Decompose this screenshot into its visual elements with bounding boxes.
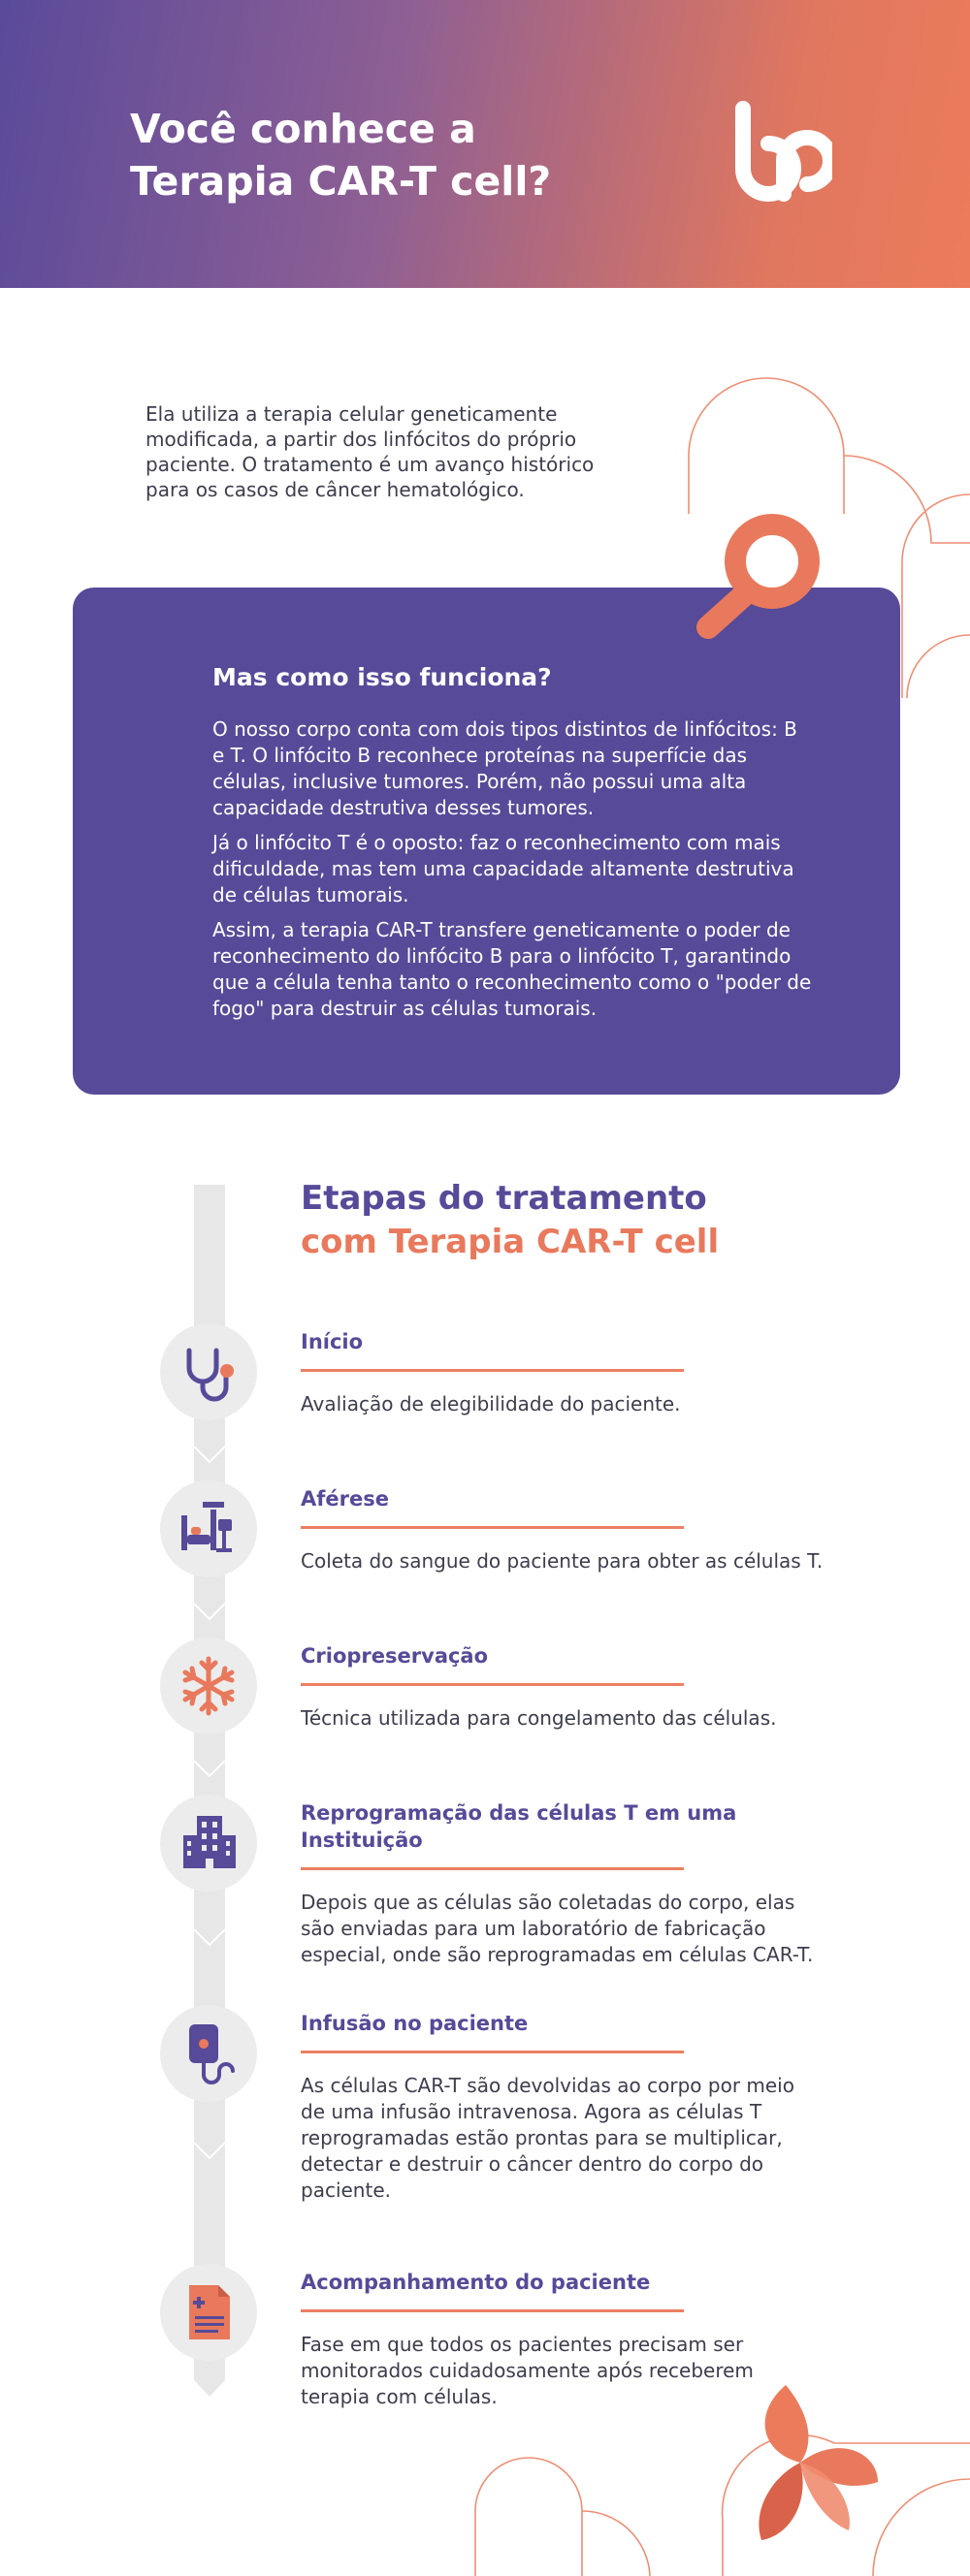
step-title: Reprogramação das células T em uma Instituição <box>301 1801 737 1852</box>
step-description: As células CAR-T são devolvidas ao corpo por meio de uma infusão intravenosa. Agora as células T reprogramadas estão prontas para se multiplicar, detectar e destruir o câncer dentro do corpo do paciente. <box>301 2074 794 2202</box>
step-title: Início <box>301 1330 364 1353</box>
how-it-works-paragraph: O nosso corpo conta com dois tipos distintos de linfócitos: B e T. O linfócito B reconhece proteínas na superfície das células, inclusive tumores. Porém, não possui uma alta capacidade destrutiva desses tumores. <box>212 717 797 819</box>
page-title-line1: Você conhece a <box>130 106 476 152</box>
step-divider <box>301 1867 684 1870</box>
magnifier-icon <box>679 511 834 647</box>
step-aferese <box>301 1485 824 1574</box>
decorative-petals-icon <box>732 2375 888 2550</box>
intro-text: Ela utiliza a terapia celular geneticamente modificada, a partir dos linfócitos do próprio paciente. O tratamento é um avanço histórico para os casos de câncer hematológico. <box>146 402 595 501</box>
step-title: Aférese <box>301 1487 389 1511</box>
step-icon-circle <box>160 2264 257 2361</box>
step-divider <box>301 2309 684 2312</box>
stethoscope-icon <box>160 1323 257 1420</box>
step-infusao <box>301 2010 824 2204</box>
step-description: Depois que as células são coletadas do corpo, elas são enviadas para um laboratório de fabricação especial, onde são reprogramadas em células CAR-T. <box>301 1891 814 1966</box>
how-it-works-card <box>73 588 900 1095</box>
how-it-works-paragraph: Assim, a terapia CAR-T transfere geneticamente o poder de reconhecimento do linfócito B para o linfócito T, garantindo que a célula tenha tanto o reconhecimento como o "poder de fogo" para destruir as células tumorais. <box>212 918 812 1020</box>
step-description: Técnica utilizada para congelamento das células. <box>301 1706 777 1730</box>
step-reprogramacao <box>301 1799 824 1968</box>
step-divider <box>301 1683 684 1686</box>
steps-section-title <box>301 1177 719 1264</box>
steps-title-line1: Etapas do tratamento <box>301 1179 707 1218</box>
building-icon <box>160 1795 257 1892</box>
how-it-works-title: Mas como isso funciona? <box>212 663 552 691</box>
step-icon-circle <box>160 1638 257 1734</box>
page-title-line2: Terapia CAR-T cell? <box>130 158 552 205</box>
step-divider <box>301 2051 684 2053</box>
step-icon-circle <box>160 2005 257 2102</box>
step-icon-circle <box>160 1795 257 1892</box>
steps-title-line2: com Terapia CAR-T cell <box>301 1223 720 1261</box>
iv-bag-icon <box>160 2005 257 2102</box>
apheresis-machine-icon <box>160 1480 257 1577</box>
how-it-works-body <box>212 716 814 1031</box>
step-title: Acompanhamento do paciente <box>301 2271 651 2294</box>
how-it-works-paragraph: Já o linfócito T é o oposto: faz o reconhecimento com mais dificuldade, mas tem uma capacidade altamente destrutiva de células tumorais. <box>212 831 794 906</box>
medical-report-icon <box>160 2264 257 2361</box>
step-description: Coleta do sangue do paciente para obter as células T. <box>301 1549 824 1573</box>
step-divider <box>301 1526 684 1529</box>
step-description: Fase em que todos os pacientes precisam ser monitorados cuidadosamente após receberem terapia com células. <box>301 2333 754 2408</box>
step-icon-circle <box>160 1323 257 1420</box>
step-inicio <box>301 1328 824 1417</box>
step-icon-circle <box>160 1480 257 1577</box>
snowflake-icon <box>160 1638 257 1734</box>
step-divider <box>301 1369 684 1372</box>
step-title: Infusão no paciente <box>301 2012 529 2035</box>
step-title: Criopreservação <box>301 1644 489 1668</box>
step-description: Avaliação de elegibilidade do paciente. <box>301 1392 681 1415</box>
step-criopreservacao <box>301 1642 824 1732</box>
